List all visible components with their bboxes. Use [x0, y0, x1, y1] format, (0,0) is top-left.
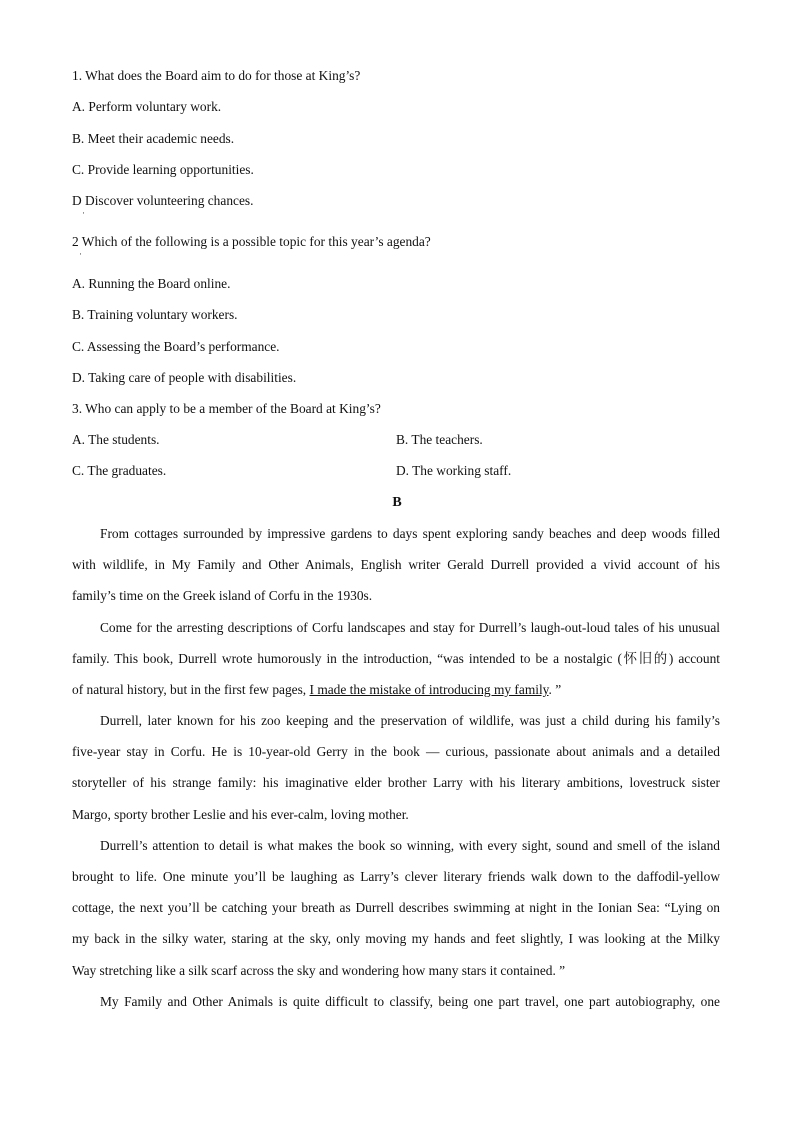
passage-line: family. This book, Durrell wrote humorously in the introduction, “was intended to be a nostalgic (怀旧的) account — [72, 651, 720, 666]
question-1-option-d: D Discover volunteering chances. — [72, 193, 254, 208]
question-2-option-c: C. Assessing the Board’s performance. — [72, 339, 280, 354]
passage-line: brought to life. One minute you’ll be laughing as Larry’s clever literary friends walk down to the daffodil-yellow — [72, 869, 720, 884]
passage-line: From cottages surrounded by impressive gardens to days spent exploring sandy beaches and deep woods filled — [100, 526, 720, 541]
section-heading: B — [392, 495, 402, 510]
question-1-option-b: B. Meet their academic needs. — [72, 131, 235, 146]
stray-dot-mark: · — [82, 208, 85, 218]
question-3-stem: 3. Who can apply to be a member of the Board at King’s? — [72, 401, 381, 416]
question-1-stem: 1. What does the Board aim to do for those at King’s? — [72, 68, 361, 83]
question-3-option-a: A. The students. — [72, 432, 160, 447]
question-3-option-d: D. The working staff. — [396, 463, 512, 478]
passage-line: cottage, the next you’ll be catching your breath as Durrell describes swimming at night in the Ionian Sea: “Lying on — [72, 900, 720, 915]
passage-line: Durrell’s attention to detail is what makes the book so winning, with every sight, sound and smell of the island — [100, 838, 720, 853]
question-2-option-d: D. Taking care of people with disabilities. — [72, 370, 297, 385]
question-2-option-b: B. Training voluntary workers. — [72, 307, 238, 322]
passage-line: storyteller of his strange family: his imaginative elder brother Larry with his literary ambitions, lovestruck sister — [72, 775, 720, 790]
passage-text: of natural history, but in the first few pages, — [72, 682, 310, 697]
question-3-option-b: B. The teachers. — [396, 432, 483, 447]
stray-dot-mark: · — [79, 249, 82, 259]
passage-line: family’s time on the Greek island of Corfu in the 1930s. — [72, 588, 373, 603]
underlined-sentence: I made the mistake of introducing my family — [309, 682, 549, 697]
passage-line: Durrell, later known for his zoo keeping and the preservation of wildlife, was just a child during his family’s — [100, 713, 720, 728]
question-3-option-c: C. The graduates. — [72, 463, 167, 478]
passage-line: five-year stay in Corfu. He is 10-year-old Gerry in the book — curious, passionate about animals and a detailed — [72, 744, 720, 759]
passage-text: . ” — [548, 682, 562, 697]
passage-line: with wildlife, in My Family and Other Animals, English writer Gerald Durrell provided a vivid account of his — [72, 557, 720, 572]
question-1-option-c: C. Provide learning opportunities. — [72, 162, 254, 177]
question-2-stem: 2 Which of the following is a possible topic for this year’s agenda? — [72, 234, 431, 249]
passage-line: Margo, sporty brother Leslie and his ever-calm, loving mother. — [72, 807, 409, 822]
question-2-option-a: A. Running the Board online. — [72, 276, 231, 291]
passage-line: Come for the arresting descriptions of Corfu landscapes and stay for Durrell’s laugh-out-loud tales of his unusual — [100, 620, 720, 635]
passage-line: Way stretching like a silk scarf across the sky and wondering how many stars it contained. ” — [72, 963, 566, 978]
question-1-option-a: A. Perform voluntary work. — [72, 99, 222, 114]
passage-line: My Family and Other Animals is quite difficult to classify, being one part travel, one part autobiography, one — [100, 994, 720, 1009]
passage-line — [72, 682, 720, 698]
passage-line: my back in the silky water, staring at the sky, only moving my hands and feet slightly, I was looking at the Milky — [72, 931, 720, 946]
